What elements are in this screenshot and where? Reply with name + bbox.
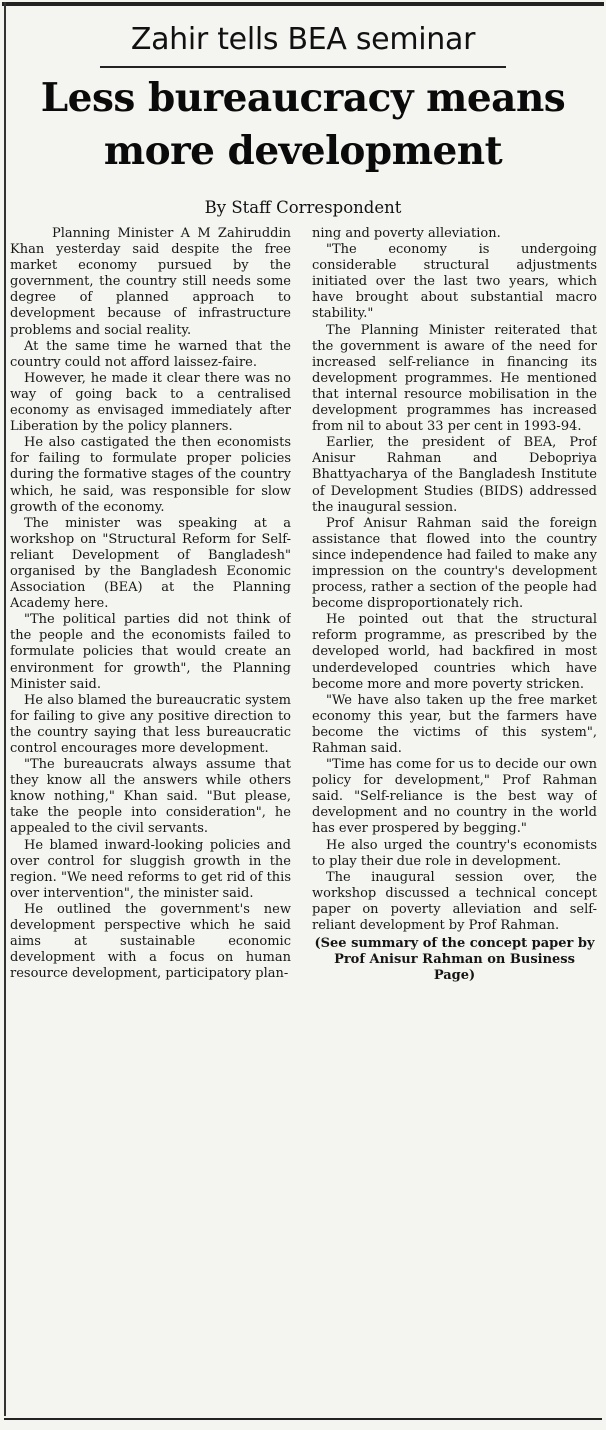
- article-column-left: [10, 226, 291, 1414]
- article-byline: By Staff Correspondent: [204, 198, 402, 217]
- paragraph: He blamed inward-looking policies and over control for sluggish growth in the region. "We need reforms to get rid of this over intervention", the minister said.: [10, 837, 291, 901]
- paragraph: The minister was speaking at a workshop on "Structural Reform for Self-reliant Development of Bangladesh" organised by the Bangladesh Economic Association (BEA) at the Planning Academy here.: [10, 515, 291, 612]
- cross-reference-note: (See summary of the concept paper by Prof Anisur Rahman on Business Page): [314, 936, 595, 984]
- top-rule: [2, 2, 604, 6]
- paragraph: He also castigated the then economists for failing to formulate proper policies during the formative stages of the country which, he said, was responsible for slow growth of the economy.: [10, 435, 291, 515]
- article-headline: Less bureaucracy means more development: [40, 75, 566, 174]
- paragraph: Prof Anisur Rahman said the foreign assistance that flowed into the country since independence had failed to make any impression on the country's development process, rather a section of the people had become disproportionately rich.: [312, 515, 597, 612]
- paragraph: The Planning Minister reiterated that the government is aware of the need for increased self-reliance in financing its development programmes. He mentioned that internal resource mobilisation in the development programmes has increased from nil to about 33 per cent in 1993-94.: [312, 322, 597, 435]
- paragraph: ning and poverty alleviation.: [312, 226, 501, 241]
- paragraph: He pointed out that the structural reform programme, as prescribed by the developed world, had backfired in most underdeveloped countries which have become more and more poverty stricken.: [312, 612, 597, 692]
- paragraph: However, he made it clear there was no way of going back to a centralised economy as envisaged immediately after Liberation by the policy planners.: [10, 370, 291, 435]
- paragraph: Planning Minister A M Zahiruddin Khan yesterday said despite the free market economy pursued by the government, the country still needs some degree of planned approach to development because of infrastructure problems and social reality.: [10, 226, 291, 338]
- paragraph: "Time has come for us to decide our own policy for development," Prof Rahman said. "Self-reliance is the best way of development and no country in the world has ever prospered by begging.": [312, 757, 597, 837]
- paragraph: "The bureaucrats always assume that they know all the answers while others know nothing," Khan said. "But please, take the people into consideration", he appealed to the civil servants.: [10, 757, 291, 837]
- paragraph: He also urged the country's economists to play their due role in development.: [312, 837, 597, 869]
- paragraph: The inaugural session over, the workshop discussed a technical concept paper on poverty alleviation and self-reliant development by Prof Rahman.: [312, 869, 597, 934]
- kicker-underline: [100, 66, 506, 68]
- paragraph: "The economy is undergoing considerable structural adjustments initiated over the last two years, which have brought about substantial macro stability.": [312, 242, 597, 322]
- paragraph: Earlier, the president of BEA, Prof Anisur Rahman and Debopriya Bhattyacharya of the Bangladesh Institute of Development Studies (BIDS) addressed the inaugural session.: [312, 435, 597, 515]
- article-column-right: [312, 226, 597, 1416]
- paragraph: "We have also taken up the free market economy this year, but the farmers have become the victims of this system", Rahman said.: [312, 692, 597, 756]
- paragraph: He also blamed the bureaucratic system for failing to give any positive direction to the country saying that less bureaucratic control encourages more development.: [10, 692, 291, 756]
- bottom-rule: [4, 1418, 602, 1420]
- paragraph: "The political parties did not think of the people and the economists failed to formulate policies that would create an environment for growth", the Planning Minister said.: [10, 612, 291, 692]
- article-kicker: Zahir tells BEA seminar: [130, 22, 476, 57]
- paragraph: He outlined the government's new development perspective which he said aims at sustainable economic development with a focus on human resource development, participatory plan-: [10, 901, 291, 982]
- paragraph: At the same time he warned that the country could not afford laissez-faire.: [10, 338, 291, 370]
